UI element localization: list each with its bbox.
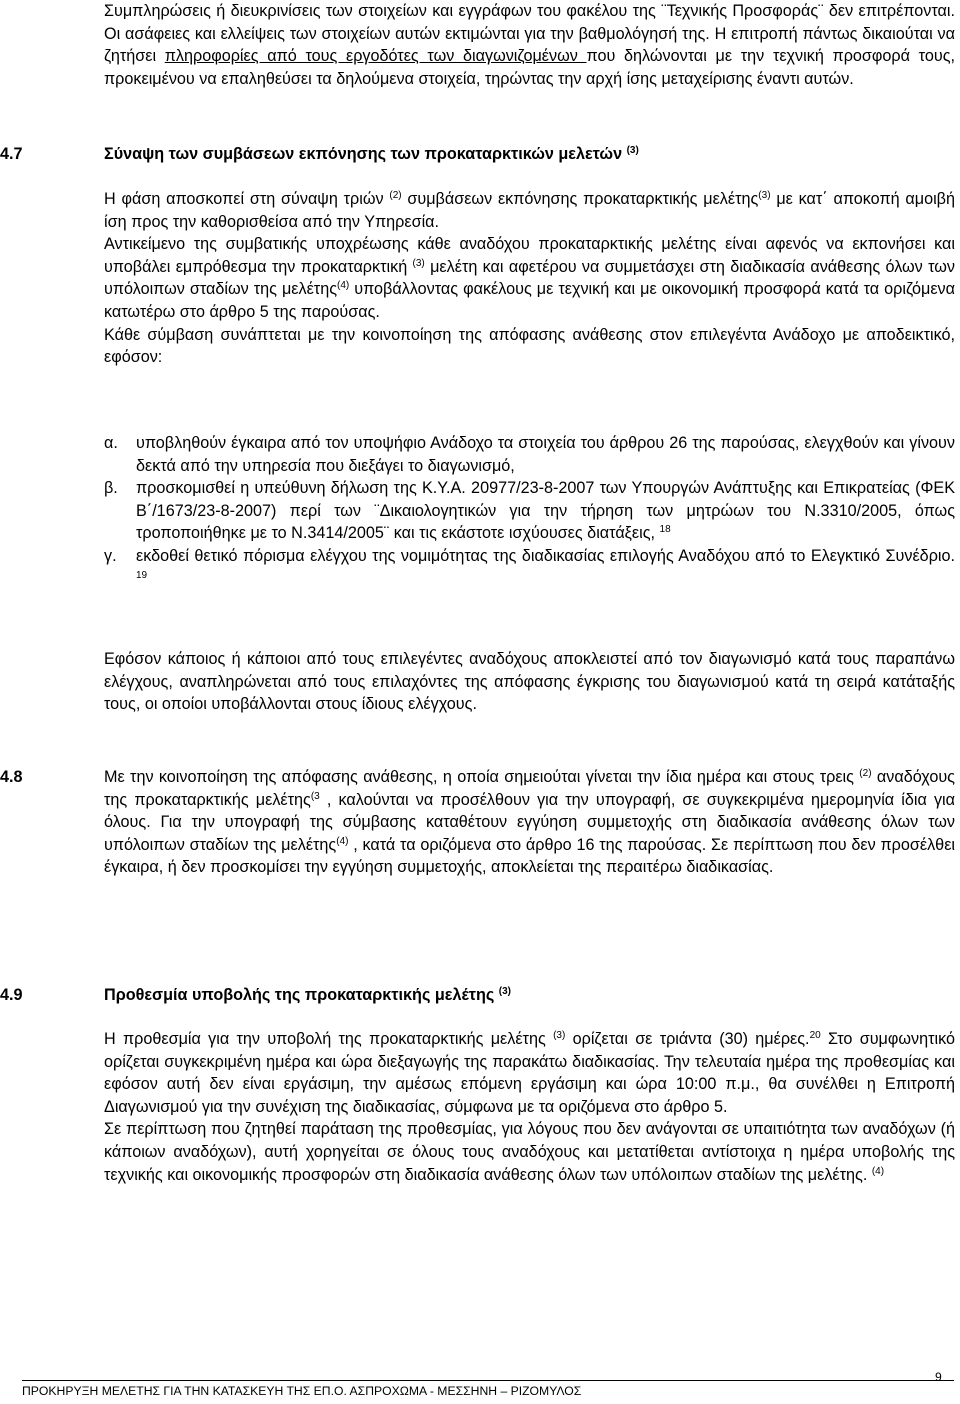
section-4-7-title: Σύναψη των συμβάσεων εκπόνησης των προκαταρκτικών μελετών $^{(3)}$ (104, 145, 639, 163)
section-4-7-paragraph-1: Η φάση αποσκοπεί στη σύναψη τριών $^{(2)}$ συμβάσεων εκπόνησης προκαταρκτικής μελέτης$^{(3)}$ με κατ΄ αποκοπή αμοιβή ίση προς την καθορισθείσα από την Υπηρεσία. (104, 190, 955, 231)
page-number: 9 (935, 1370, 942, 1384)
section-4-9-body (104, 1028, 955, 1186)
section-4-7-body (104, 188, 955, 369)
section-4-9-title: Προθεσμία υποβολής της προκαταρκτικής μελέτης $^{(3)}$ (104, 986, 512, 1004)
section-4-7-paragraph-3: Κάθε σύμβαση συνάπτεται με την κοινοποίηση της απόφασης ανάθεσης στον επιλεγέντα Ανάδοχο με αποδεικτικό, εφόσον: (104, 325, 955, 367)
footer-divider (22, 1380, 954, 1381)
intro-paragraph (104, 0, 955, 90)
list-item: γ. εκδοθεί θετικό πόρισμα ελέγχου της νομιμότητας της διαδικασίας επιλογής Αναδόχου από το Ελεγκτικό Συνέδριο. $^{19}$ (104, 546, 955, 581)
intro-underlined-text: πληροφορίες από τους εργοδότες των διαγωνιζομένων (164, 47, 587, 66)
section-4-7-paragraph-4: Εφόσον κάποιος ή κάποιοι από τους επιλεγέντες αναδόχους αποκλειστεί από τον διαγωνισμό κατά τους παραπάνω ελέγχους, αναπληρώνεται από τους επιλαχόντες της απόφασης έγκρισης του διαγωνισμού κατά τη σειρά κατάταξής τους, οι οποίοι υποβάλλονται στους ίδιους ελέγχους. (104, 650, 955, 714)
intro-text-end: που δηλώνονται με την τεχνική προσφορά τους, προκειμένου να επαληθεύσει τα δηλούμενα στοιχεία, τηρώντας την αρχή ίσης μεταχείρισης έναντι αυτών. (104, 47, 955, 88)
footer-title: ΠΡΟΚΗΡΥΞΗ ΜΕΛΕΤΗΣ ΓΙΑ ΤΗΝ ΚΑΤΑΣΚΕΥΗ ΤΗΣ ΕΠ.Ο. ΑΣΠΡΟΧΩΜΑ - ΜΕΣΣΗΝΗ – ΡΙΖΟΜΥΛΟΣ (22, 1384, 582, 1398)
section-4-9-paragraph-1: Η προθεσμία για την υποβολή της προκαταρκτικής μελέτης $^{(3)}$ ορίζεται σε τριάντα (30) ημέρες.$^{20}$ Στο συμφωνητικό ορίζεται συγκεκριμένη ημέρα και ώρα διεξαγωγής της παρακάτω διαδικασίας. Την τελευταία ημέρα της προθεσμίας και εφόσον αυτή δεν είναι εργάσιμη, την αμέσως επόμενη εργάσιμη και ώρα 10:00 π.μ., θα συνέλθει η Επιτροπή Διαγωνισμού για την συνέχιση της διαδικασίας, σύμφωνα με τα οριζόμενα στο άρθρο 5. (104, 1030, 955, 1116)
section-4-7-paragraph-2: Αντικείμενο της συμβατικής υποχρέωσης κάθε αναδόχου προκαταρκτικής μελέτης είναι αφενός να εκπονήσει και υποβάλει εμπρόθεσμα την προκαταρκτική $^{(3)}$ μελέτη και αφετέρου να συμμετάσχει στη διαδικασία ανάθεσης όλων των υπόλοιπων σταδίων της μελέτης$^{(4)}$ υποβάλλοντας φακέλους με τεχνική και με οικονομική προσφορά κατά τα οριζόμενα κατωτέρω στο άρθρο 5 της παρούσας. (104, 235, 956, 321)
section-4-8-number: 4.8 (0, 768, 23, 786)
list-item: β. προσκομισθεί η υπεύθυνη δήλωση της Κ.Υ.Α. 20977/23-8-2007 των Υπουργών Ανάπτυξης και Επικρατείας (ΦΕΚ Β΄/1673/23-8-2007) περί των ¨Δικαιολογητικών για την τήρηση των μητρώων του Ν.3310/2005, όπως τροποποιήθηκε με το Ν.3414/2005¨ και τις εκάστοτε ισχύουσες διατάξεις, $^{18}$ (104, 479, 955, 543)
section-4-9-paragraph-2: Σε περίπτωση που ζητηθεί παράταση της προθεσμίας, για λόγους που δεν ανάγονται σε υπαιτιότητα των αναδόχων (ή κάποιων αναδόχων), αυτή χορηγείται σε όλους τους αναδόχους και μετατίθεται αντίστοιχα η ημέρα υποβολής της τεχνικής και οικονομικής προσφορών στη διαδικασία ανάθεσης όλων των υπόλοιπων σταδίων της μελέτης. $^{(4)}$ (104, 1120, 955, 1184)
intro-text: Συμπληρώσεις ή διευκρινίσεις των στοιχείων και εγγράφων του φακέλου της ¨Τεχνικής Προσφοράς¨ δεν επιτρέπονται. Οι ασάφειες και ελλείψεις των στοιχείων αυτών εκτιμώνται για την βαθμολόγησή της. Η επιτροπή πάντως δικαιούται να ζητήσει (104, 2, 955, 66)
section-4-8-body: Με την κοινοποίηση της απόφασης ανάθεσης, η οποία σημειούται γίνεται την ίδια ημέρα και στους τρεις $^{(2)}$ αναδόχους της προκαταρκτικής μελέτης$^{(3}$ , καλούνται να προσέλθουν για την υπογραφή, σε συγκεκριμένα ημερομηνία ίδια για όλους. Για την υπογραφή της σύμβασης καταθέτουν εγγύηση συμμετοχής στη διαδικασία ανάθεσης όλων των υπόλοιπων σταδίων της μελέτης$^{(4)}$ , κατά τα οριζόμενα στο άρθρο 16 της παρούσας. Σε περίπτωση που δεν προσέλθει έγκαιρα, ή δεν προσκομίσει την εγγύηση συμμετοχής, αποκλείεται της περαιτέρω διαδικασίας. (104, 768, 956, 877)
conditions-list (104, 432, 955, 590)
list-item: α. υποβληθούν έγκαιρα από τον υποψήφιο Ανάδοχο τα στοιχεία του άρθρου 26 της παρούσας, ελεγχθούν και γίνουν δεκτά από την υπηρεσία που διεξάγει το διαγωνισμό, (104, 434, 955, 475)
section-4-7-number: 4.7 (0, 145, 23, 163)
section-4-9-number: 4.9 (0, 986, 23, 1004)
